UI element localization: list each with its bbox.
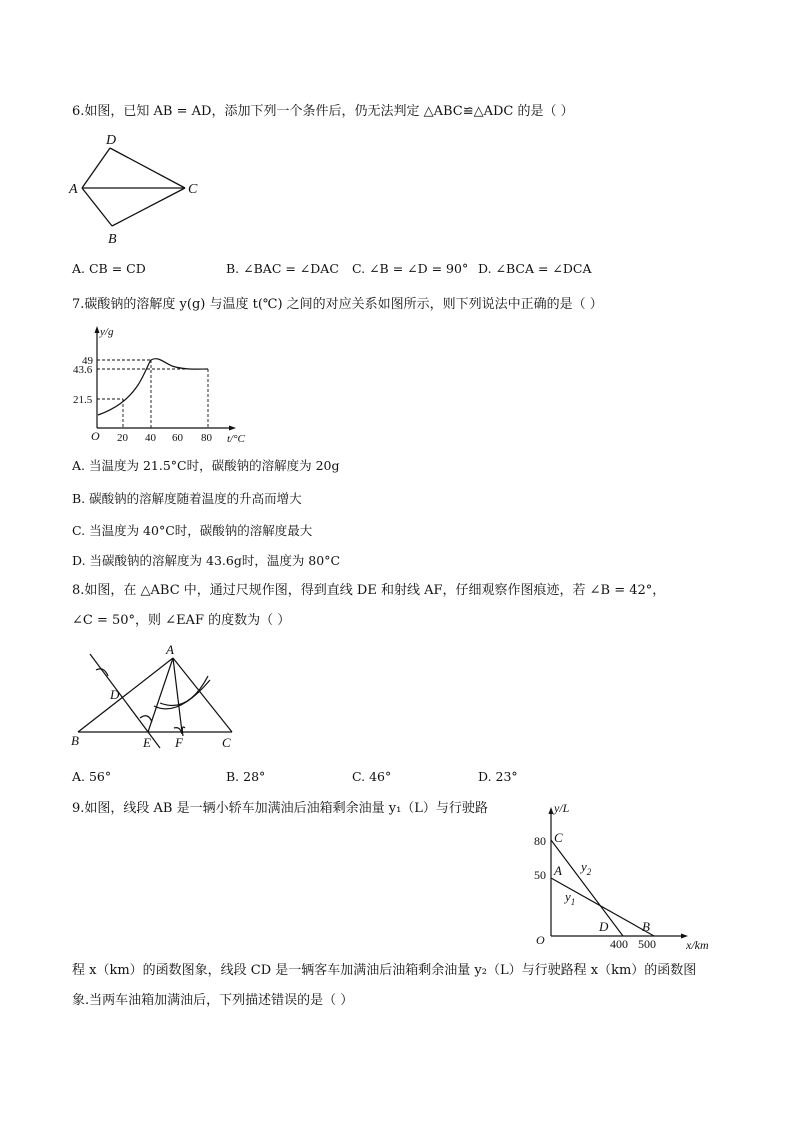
q9-stem-line2: 程 x（km）的函数图象，线段 CD 是一辆客车加满油后油箱剩余油量 y₂（L）与行驶路程 x（km）的函数图 <box>72 963 697 978</box>
q6-label-D: D <box>106 133 117 148</box>
q8-option-a: A. 56° <box>72 769 112 784</box>
q8-label-C: C <box>222 735 231 750</box>
q7-y-axis-label: y/g <box>100 326 114 338</box>
q6-label-C: C <box>188 182 198 197</box>
q9-y-tick-50: 50 <box>534 868 546 882</box>
q6-stem: 6.如图，已知 AB = AD，添加下列一个条件后，仍无法判定 △ABC≌△ADC 的是（ ） <box>72 104 574 119</box>
q9-origin-label: O <box>536 933 545 947</box>
q9-label-A: A <box>554 863 562 878</box>
q7-y-tick-49: 49 <box>82 355 93 367</box>
q8-label-D: D <box>110 687 120 702</box>
q7-x-tick-80: 80 <box>201 432 212 444</box>
q9-label-y2: $y_2$ <box>581 859 592 877</box>
q7-origin-label: O <box>91 429 100 443</box>
q6-option-a: A. CB = CD <box>72 261 146 276</box>
q6-quadrilateral-figure <box>60 128 220 248</box>
q7-option-b: B. 碳酸钠的溶解度随着温度的升高而增大 <box>72 491 302 506</box>
q7-y-tick-21-5: 21.5 <box>73 394 93 406</box>
q9-y-axis-label: y/L <box>554 801 570 815</box>
q8-option-b: B. 28° <box>226 769 266 784</box>
q9-x-axis-label: x/km <box>686 938 709 952</box>
q9-x-tick-500: 500 <box>638 937 656 951</box>
q6-option-c: C. ∠B = ∠D = 90° <box>352 261 469 276</box>
q7-option-c: C. 当温度为 40°C时，碳酸钠的溶解度最大 <box>72 523 313 538</box>
q8-stem-line2: ∠C = 50°，则 ∠EAF 的度数为（ ） <box>72 613 291 628</box>
q6-option-b: B. ∠BAC = ∠DAC <box>226 261 339 276</box>
q9-y-tick-80: 80 <box>534 834 546 848</box>
q6-label-B: B <box>108 232 117 247</box>
q9-x-tick-400: 400 <box>610 937 628 951</box>
q8-label-E: E <box>143 735 151 750</box>
q9-label-y1: $y_1$ <box>565 889 576 907</box>
q6-label-A: A <box>69 182 78 197</box>
q8-label-B: B <box>71 733 79 748</box>
q7-option-d: D. 当碳酸钠的溶解度为 43.6g时，温度为 80°C <box>72 553 341 568</box>
q7-option-a: A. 当温度为 21.5°C时，碳酸钠的溶解度为 20g <box>72 458 340 473</box>
q8-label-A: A <box>166 642 174 657</box>
q8-option-d: D. 23° <box>478 769 518 784</box>
q7-x-tick-60: 60 <box>172 432 183 444</box>
q8-stem-line1: 8.如图，在 △ABC 中，通过尺规作图，得到直线 DE 和射线 AF，仔细观察作图痕迹，若 ∠B = 42°， <box>72 583 666 598</box>
q9-label-C: C <box>554 830 563 845</box>
q9-fuel-graph <box>528 798 728 958</box>
q7-y-tick-43-6: 43.6 <box>73 364 93 376</box>
q6-option-d: D. ∠BCA = ∠DCA <box>478 261 592 276</box>
q9-label-B: B <box>642 919 650 934</box>
q7-solubility-graph <box>60 322 260 447</box>
q7-stem: 7.碳酸钠的溶解度 y(g) 与温度 t(℃) 之间的对应关系如图所示，则下列说法中正确的是（ ） <box>72 297 603 312</box>
q9-stem-line3: 象.当两车油箱加满油后，下列描述错误的是（ ） <box>72 993 354 1008</box>
q8-triangle-construction-figure <box>60 640 260 760</box>
q9-stem-line1: 9.如图，线段 AB 是一辆小轿车加满油后油箱剩余油量 y₁（L）与行驶路 <box>72 801 488 816</box>
q9-label-D: D <box>599 919 609 934</box>
q7-x-axis-label: t/°C <box>227 433 245 445</box>
q7-x-tick-40: 40 <box>145 432 156 444</box>
q7-x-tick-20: 20 <box>117 432 128 444</box>
q8-option-c: C. 46° <box>352 769 392 784</box>
q8-label-F: F <box>175 735 183 750</box>
